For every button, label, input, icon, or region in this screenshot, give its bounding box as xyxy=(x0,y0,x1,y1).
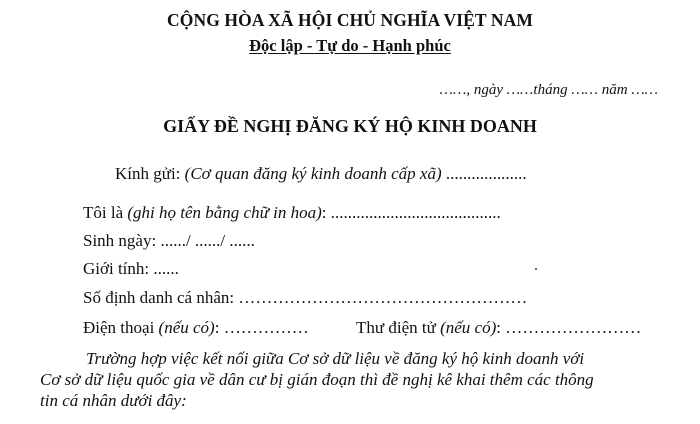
birth-date-blank[interactable]: ....../ ....../ ...... xyxy=(160,231,255,250)
email-label: Thư điện tử xyxy=(356,318,441,337)
personal-id-label: Số định danh cá nhân: xyxy=(83,288,239,307)
note-line-2: Cơ sở dữ liệu quốc gia về dân cư bị gián đoạn thì đề nghị kê khai thêm các thông xyxy=(40,370,594,389)
full-name-label: Tôi là xyxy=(83,203,128,222)
personal-id-row xyxy=(83,288,527,308)
birth-date-row xyxy=(83,231,255,251)
addressee-label: Kính gửi: xyxy=(115,164,185,183)
phone-row xyxy=(83,318,309,338)
document-title: GIẤY ĐỀ NGHỊ ĐĂNG KÝ HỘ KINH DOANH xyxy=(163,116,537,136)
full-name-row xyxy=(83,203,501,223)
gender-blank[interactable]: ...... xyxy=(153,259,179,278)
motto-subtitle xyxy=(0,36,700,56)
email-blank[interactable]: : …………………… xyxy=(496,318,642,337)
full-name-hint: (ghi họ tên bằng chữ in hoa) xyxy=(127,203,322,222)
email-row xyxy=(356,318,641,338)
note-line-3: tin cá nhân dưới đây: xyxy=(40,391,187,410)
gender-label: Giới tính: xyxy=(83,259,154,278)
phone-label: Điện thoại xyxy=(83,318,159,337)
note-paragraph xyxy=(40,348,680,411)
national-motto: CỘNG HÒA XÃ HỘI CHỦ NGHĨA VIỆT NAM xyxy=(167,10,533,30)
note-line-1: Trường hợp việc kết nối giữa Cơ sở dữ liệu về đăng ký hộ kinh doanh với xyxy=(86,349,585,368)
email-hint: (nếu có) xyxy=(440,318,497,337)
phone-hint: (nếu có) xyxy=(158,318,215,337)
date-line: ……, ngày ……tháng …… năm …… xyxy=(439,82,658,98)
addressee-row xyxy=(115,164,527,184)
stray-dot xyxy=(535,268,537,270)
birth-date-label: Sinh ngày: xyxy=(83,231,161,250)
phone-blank[interactable]: : …………… xyxy=(214,318,309,337)
personal-id-blank[interactable]: …………………………………………… xyxy=(238,288,528,307)
full-name-blank[interactable]: : ........................................ xyxy=(321,203,501,222)
addressee-hint: (Cơ quan đăng ký kinh doanh cấp xã) xyxy=(184,164,442,183)
motto-subtitle-text: Độc lập - Tự do - Hạnh phúc xyxy=(249,36,451,55)
gender-row xyxy=(83,259,179,279)
addressee-blank[interactable]: ................... xyxy=(441,164,527,183)
